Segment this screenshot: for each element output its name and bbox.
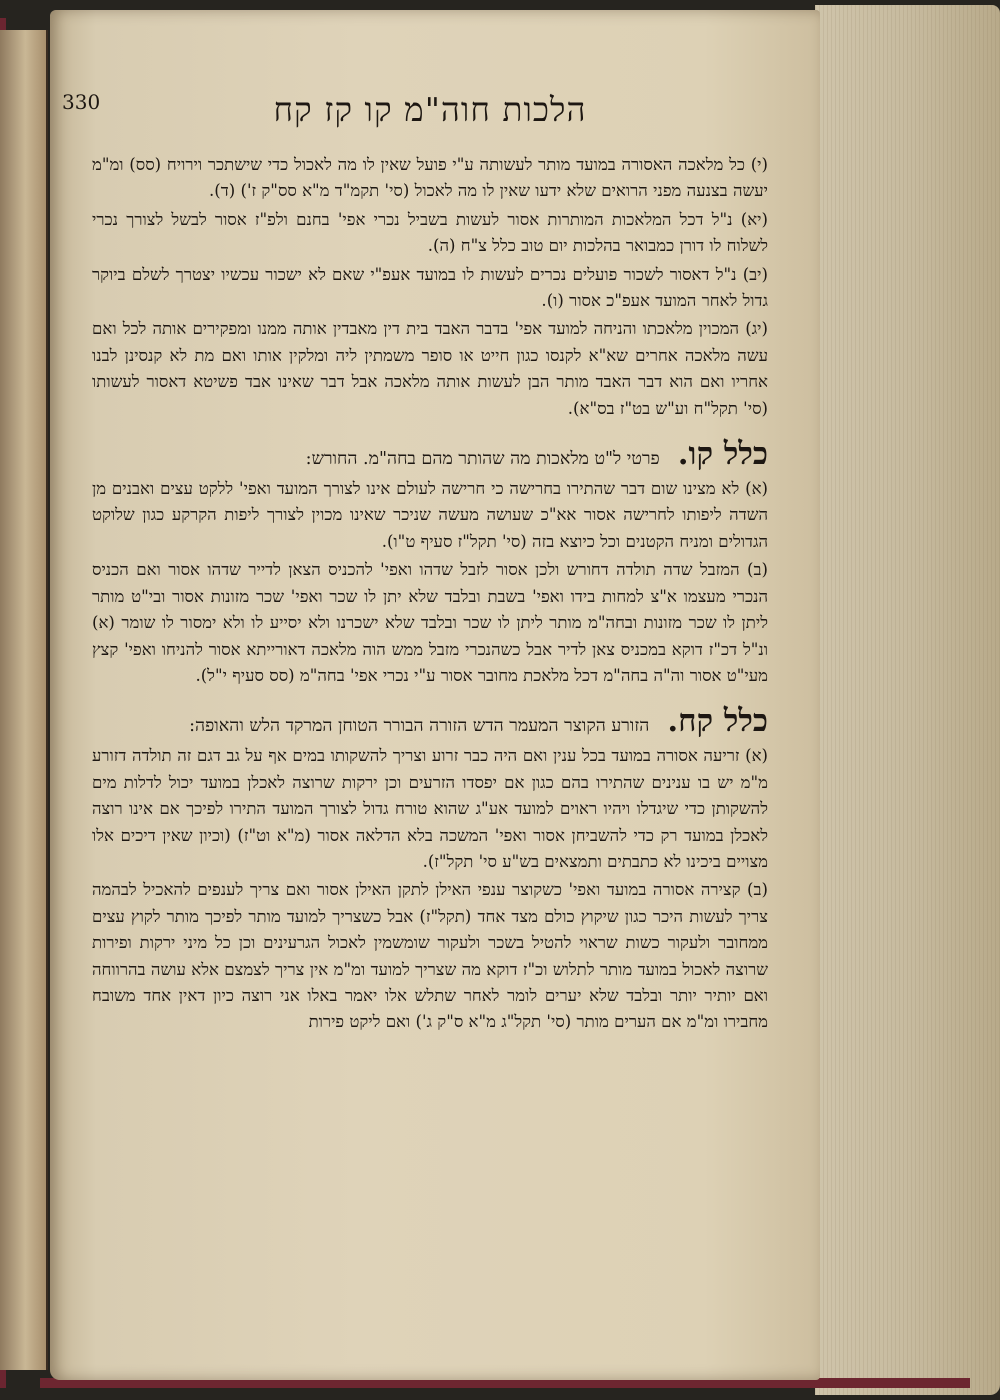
- section-heading: [92, 703, 768, 739]
- paragraph: (א) לא מצינו שום דבר שהתירו בחרישה כי חרישה לעולם אינו לצורך המועד ואפי' ללקט עצים ואבנים מן השדה ליפותו לחרישה אסור אא"כ שעושה מעשה שניכר שאינו מכוין לצורך ליפות הקרקע כגון שלוקט הגדולים ומניח הקטנים וכל כיוצא בזה (סי' תקל"ז סעיף ט"ו).: [92, 479, 768, 551]
- page-content: [62, 90, 768, 1038]
- section-number: כלל קו.: [677, 436, 768, 473]
- facing-page-sliver: [0, 30, 48, 1370]
- section-number: כלל קח.: [667, 703, 768, 740]
- paragraph: (ב) המזבל שדה תולדה דחורש ולכן אסור לזבל שדהו ואפי' להכניס הצאן לדייר שדהו אסור ואם הכניס הנכרי מעצמו א"צ למחות בידו ואפי' בשבת ובלבד שלא יתן לו שכר ואפי' שכר מזונות אסור ובי"ט מותר ליתן לו שכר מזונות ובחה"מ מותר ליתן לו שכר ובלבד שלא ישכרנו ולא יסייע לו ולא ימסור לו שומר (א) ונ"ל דכ"ז דוקא במכניס צאן לדיר אבל כשהנכרי מזבל ממש הוה מלאכה דאורייתא אסור להניחו ואפי' קצץ מעי"ט אסור וה"ה בחה"מ דכל מלאכת מחובר אסור ע"י נכרי אפי' בחה"מ (סס סעיף י"ל).: [92, 560, 768, 685]
- page-block-edges: [815, 5, 1000, 1395]
- paragraph: (י) כל מלאכה האסורה במועד מותר לעשותה ע"י פועל שאין לו מה לאכול כדי שישתכר וירויח (סס) ומ"מ יעשה בצנעה מפני הרואים שלא ידעו שאין לו מה לאכול (סי' תקמ"ד מ"א סס"ק ז') (ד).: [92, 155, 768, 201]
- section-title: הזורע הקוצר המעמר הדש הזורה הבורר הטוחן המרקד הלש והאופה:: [189, 716, 650, 737]
- section-heading: [92, 436, 768, 472]
- paragraph: (יא) נ"ל דכל המלאכות המותרות אסור לעשות בשביל נכרי אפי' בחנם ולפ"ז אסור לבשל לצורך נכרי לשלוח לו דורן כמבואר בהלכות יום טוב כלל צ"ח (ה).: [92, 209, 768, 256]
- page-header: [62, 90, 768, 152]
- paragraph: (א) זריעה אסורה במועד בכל ענין ואם היה כבר זרוע וצריך להשקותו במים אף על גב דגם זה תולדה דזורע מ"מ יש בו ענינים שהתירו בהם כגון אם יפסדו הזרעים וכן ירקות שרוצה לאכלן במועד יכול לדלות מים להשקותן כדי שיגדלו ויהיו ראוים למועד אע"ג שהוא טורח גדול לצורך המועד התירו לפיכך אם אינו רוצה לאכלן במועד רק כדי להשביחן אסור ואפי' המשכה בלא הדלאה אסור (מ"א וט"ז) (וכיון שאין דיכים אלו מצויים ביכינו לא כתבתים ותמצאים בש"ע סי' תקל"ז).: [92, 746, 768, 871]
- paragraph: (יב) נ"ל דאסור לשכור פועלים נכרים לעשות לו במועד אעפ"י שאם לא ישכור עכשיו יצטרך לשלם ביוקר גדול לאחר המועד אעפ"כ אסור (ו).: [92, 264, 768, 311]
- section-title: פרטי ל"ט מלאכות מה שהותר מהם בחה"מ. החורש:: [305, 449, 660, 470]
- page-body: [92, 152, 768, 1036]
- paragraph: (יג) המכוין מלאכתו והניחה למועד אפי' בדבר האבד בית דין מאבדין אותה ממנו ומפקירים אותה לכל ואם עשה מלאכה אחרים שא"א לקנסו כגון חייט או סופר משמתין ליה ומלקין אותו ואם מת לא קנסינן לבנו אחריו ואם הוא דבר האבד מותר הבן לעשות אותה מלאכה אבל דבר שאינו אבד פשיטא דאסור לעשותו (סי' תקל"ח וע"ש בט"ז בס"א).: [92, 319, 768, 418]
- running-title: הלכות חוה"מ קו קז קח: [273, 90, 587, 129]
- paragraph: (ב) קצירה אסורה במועד ואפי' כשקוצר ענפי האילן לתקן האילן אסור ואם צריך לענפים להאכיל לבהמה צריך לעשות היכר כגון שיקוץ כולם מצד אחד (תקל"ז) אבל כשצריך למועד מותר לפיכך מותר לקוץ עצים ממחובר ולעקור כשות שראוי להטיל בשכר ולעקור שומשמין לאכול הגרעינים וכן כל מיני ירקות ופירות שרוצה לאכול במועד מותר לתלוש וכ"ז דוקא מה שצריך למועד ומ"מ אין צריך לצמצם אלא עושה בהרווחה ואם יותיר יותר ובלבד שלא יערים לומר לאחר שתלש אלו יאמר באלו אני רוצה כיון דאין אחד משובח מחבירו ומ"מ אם הערים מותר (סי' תקל"ג מ"א ס"ק ג') ואם ליקט פירות: [92, 880, 768, 1032]
- page-number: 330: [62, 90, 101, 114]
